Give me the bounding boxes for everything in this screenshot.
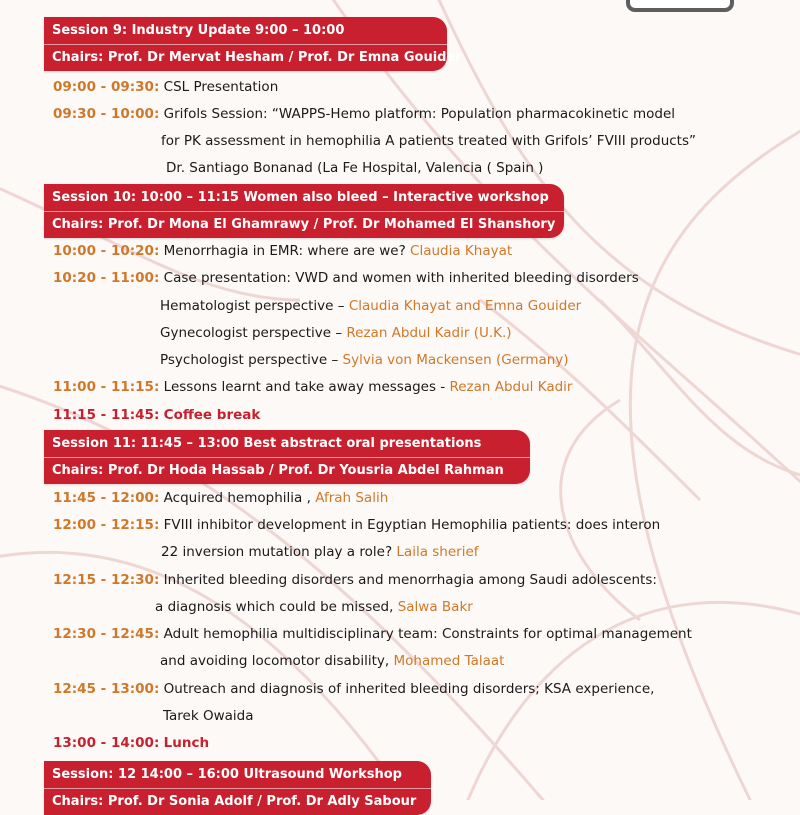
item-speaker: Salwa Bakr	[397, 599, 473, 615]
item-time: 11:15 - 11:45:	[53, 407, 160, 423]
session-10-banner	[44, 184, 564, 238]
session-chairs: Chairs: Prof. Dr Hoda Hassab / Prof. Dr Yousria Abdel Rahman	[52, 463, 504, 478]
session-title: Session: 12 14:00 – 16:00 Ultrasound Workshop	[52, 767, 402, 782]
schedule-item	[53, 571, 657, 589]
schedule-item	[53, 680, 654, 698]
item-time: 10:00 - 10:20:	[53, 243, 160, 259]
schedule-item	[53, 516, 660, 534]
item-text-continued	[161, 543, 479, 561]
sub-item	[160, 351, 569, 369]
item-time: 12:45 - 13:00:	[53, 681, 160, 697]
item-speaker: Claudia Khayat	[410, 243, 513, 259]
item-speaker: Dr. Santiago Bonanad (La Fe Hospital, Valencia ( Spain )	[166, 160, 544, 176]
item-text: Inherited bleeding disorders and menorrhagia among Saudi adolescents:	[163, 572, 657, 588]
item-text: Menorrhagia in EMR: where are we?	[163, 243, 406, 259]
item-text-continued	[155, 598, 473, 616]
session-title: Session 11: 11:45 – 13:00 Best abstract oral presentations	[52, 436, 482, 451]
item-time: 09:30 - 10:00:	[53, 106, 160, 122]
item-text: Grifols Session: “WAPPS-Hemo platform: Population pharmacokinetic model	[163, 106, 676, 122]
item-speaker: Rezan Abdul Kadir	[449, 379, 573, 395]
schedule-item	[53, 625, 692, 643]
sub-item-text: Psychologist perspective –	[160, 352, 339, 368]
sub-item	[160, 297, 581, 315]
item-text-continued: for PK assessment in hemophilia A patients treated with Grifols’ FVIII products”	[161, 133, 696, 149]
item-time: 11:45 - 12:00:	[53, 490, 160, 506]
logo-tab	[626, 0, 734, 12]
sub-item	[160, 324, 512, 342]
item-text: CSL Presentation	[163, 79, 279, 95]
item-text: Acquired hemophilia ,	[163, 490, 311, 506]
item-text: 22 inversion mutation play a role?	[161, 544, 393, 560]
item-speaker: Afrah Salih	[315, 490, 389, 506]
session-title: Session 9: Industry Update 9:00 – 10:00	[52, 23, 345, 38]
schedule-item-break	[53, 406, 260, 424]
session-chairs: Chairs: Prof. Dr Mona El Ghamrawy / Prof. Dr Mohamed El Shanshory	[52, 217, 556, 232]
item-text: FVIII inhibitor development in Egyptian Hemophilia patients: does interon	[163, 517, 661, 533]
item-speaker: Rezan Abdul Kadir (U.K.)	[346, 325, 512, 341]
item-time: 10:20 - 11:00:	[53, 270, 160, 286]
item-speaker: Sylvia von Mackensen (Germany)	[342, 352, 569, 368]
item-text: Case presentation: VWD and women with inherited bleeding disorders	[163, 270, 639, 286]
item-speaker: Mohamed Talaat	[393, 653, 505, 669]
item-text: Adult hemophilia multidisciplinary team: Constraints for optimal management	[163, 626, 692, 642]
item-text: Outreach and diagnosis of inherited bleeding disorders; KSA experience,	[163, 681, 655, 697]
item-time: 13:00 - 14:00:	[53, 735, 160, 751]
item-time: 09:00 - 09:30:	[53, 79, 160, 95]
session-12-banner	[44, 761, 431, 815]
item-text: and avoiding locomotor disability,	[160, 653, 390, 669]
sub-item-text: Hematologist perspective –	[160, 298, 345, 314]
schedule-item	[53, 242, 512, 260]
schedule-item	[53, 489, 388, 507]
item-time: 12:00 - 12:15:	[53, 517, 160, 533]
item-text: Lessons learnt and take away messages -	[163, 379, 446, 395]
item-speaker: Laila sherief	[396, 544, 479, 560]
session-9-banner	[44, 17, 462, 71]
item-time: 12:30 - 12:45:	[53, 626, 160, 642]
item-speaker: Tarek Owaida	[163, 708, 254, 724]
sub-item-text: Gynecologist perspective –	[160, 325, 343, 341]
item-time: 11:00 - 11:15:	[53, 379, 160, 395]
session-11-banner	[44, 430, 530, 484]
item-text: a diagnosis which could be missed,	[155, 599, 394, 615]
item-text-continued	[160, 652, 504, 670]
schedule-item-break	[53, 734, 209, 752]
schedule-item	[53, 269, 639, 287]
schedule-item	[53, 78, 278, 96]
item-time: 12:15 - 12:30:	[53, 572, 160, 588]
session-chairs: Chairs: Prof. Dr Mervat Hesham / Prof. Dr Emna Gouider	[52, 50, 462, 65]
schedule-item	[53, 378, 573, 396]
schedule-item	[53, 105, 675, 123]
session-chairs: Chairs: Prof. Dr Sonia Adolf / Prof. Dr Adly Sabour	[52, 794, 417, 809]
session-title: Session 10: 10:00 – 11:15 Women also bleed – Interactive workshop	[52, 190, 549, 205]
item-text: Lunch	[163, 735, 210, 751]
item-speaker: Claudia Khayat and Emna Gouider	[348, 298, 582, 314]
item-text: Coffee break	[163, 407, 261, 423]
